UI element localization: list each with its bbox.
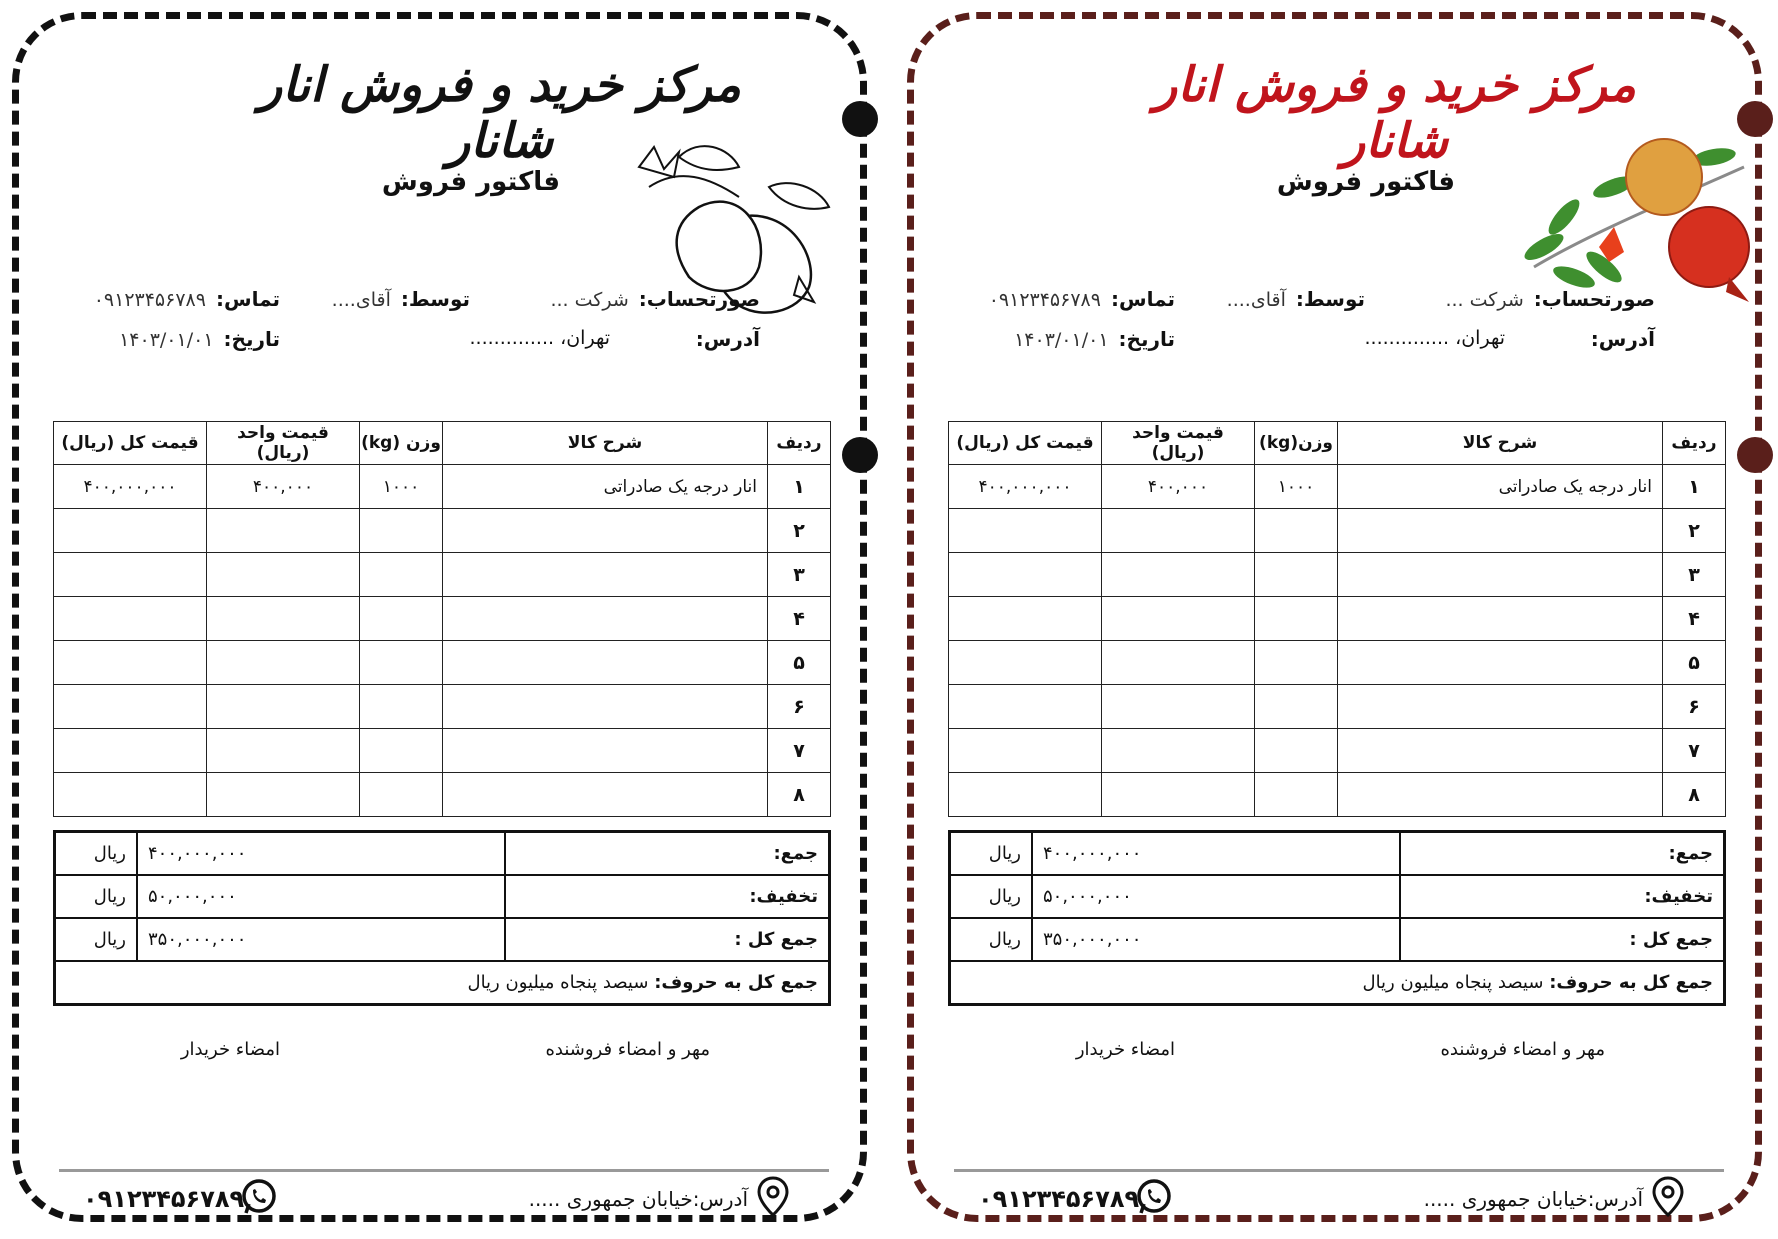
cell-unit [207, 597, 360, 641]
table-row [54, 597, 831, 641]
cell-weight [360, 729, 443, 773]
table-row [54, 685, 831, 729]
cell-weight: ۱۰۰۰ [1255, 465, 1338, 509]
cell-weight [1255, 597, 1338, 641]
table-row [949, 597, 1726, 641]
table-row [949, 641, 1726, 685]
table-row [949, 465, 1726, 509]
cell-n: ۷ [768, 729, 831, 773]
table-row [54, 773, 831, 817]
by-label: توسط: [400, 287, 470, 311]
sum-row [55, 832, 830, 876]
cell-unit [1102, 641, 1255, 685]
words-label: جمع کل به حروف: [654, 972, 818, 993]
cell-n: ۸ [1663, 773, 1726, 817]
by-value: آقای.... [331, 289, 391, 311]
discount-value: ۵۰,۰۰۰,۰۰۰ [1032, 875, 1400, 918]
cell-weight [360, 509, 443, 553]
discount-row [55, 875, 830, 918]
contact-value: ۰۹۱۲۳۴۵۶۷۸۹ [988, 289, 1101, 311]
cell-weight [1255, 685, 1338, 729]
cell-desc [1338, 597, 1663, 641]
grand-total-label: جمع کل : [505, 918, 829, 961]
totals-table [53, 830, 831, 1006]
footer-address: آدرس:خیابان جمهوری ..... [528, 1187, 748, 1211]
table-row [54, 465, 831, 509]
cell-n: ۳ [1663, 553, 1726, 597]
column-header: قیمت واحد (ریال) [207, 422, 360, 465]
cell-total [949, 553, 1102, 597]
column-header: قیمت کل (ریال) [54, 422, 207, 465]
table-row [54, 509, 831, 553]
cell-desc [1338, 509, 1663, 553]
location-pin-icon [1651, 1175, 1685, 1219]
cell-desc [443, 553, 768, 597]
items-table [53, 421, 831, 817]
account-field [1445, 287, 1655, 311]
cell-weight [1255, 509, 1338, 553]
table-row [949, 729, 1726, 773]
address-value: تهران، .............. [1364, 327, 1505, 349]
sum-label: جمع: [505, 832, 829, 876]
cell-n: ۴ [768, 597, 831, 641]
binder-hole-middle [842, 437, 878, 473]
contact-field [94, 287, 280, 311]
date-value: ۱۴۰۳/۰۱/۰۱ [1014, 329, 1109, 351]
cell-unit [207, 641, 360, 685]
table-row [949, 553, 1726, 597]
footer-phone: ۰۹۱۲۳۴۵۶۷۸۹ [978, 1185, 1140, 1213]
by-label: توسط: [1295, 287, 1365, 311]
account-value: شرکت ... [1445, 289, 1524, 311]
discount-currency: ریال [55, 875, 138, 918]
cell-weight [1255, 641, 1338, 685]
date-field [1014, 327, 1175, 351]
contact-label: تماس: [1110, 287, 1175, 311]
cell-weight [1255, 773, 1338, 817]
address-field [1581, 327, 1655, 351]
cell-weight [1255, 553, 1338, 597]
cell-unit [1102, 509, 1255, 553]
total-in-words [55, 961, 830, 1005]
address-value: تهران، .............. [469, 327, 610, 349]
items-table [948, 421, 1726, 817]
table-row [54, 729, 831, 773]
table-row [54, 553, 831, 597]
cell-unit [207, 729, 360, 773]
cell-n: ۵ [1663, 641, 1726, 685]
cell-total [54, 597, 207, 641]
cell-unit: ۴۰۰,۰۰۰ [1102, 465, 1255, 509]
column-header: وزن (kg) [360, 422, 443, 465]
cell-total [949, 597, 1102, 641]
discount-label: تخفیف: [1400, 875, 1724, 918]
totals-table [948, 830, 1726, 1006]
words-value: سیصد پنجاه میلیون ریال [467, 972, 649, 993]
cell-total [54, 509, 207, 553]
cell-unit [1102, 597, 1255, 641]
contact-label: تماس: [215, 287, 280, 311]
cell-n: ۴ [1663, 597, 1726, 641]
discount-row [950, 875, 1725, 918]
cell-unit [207, 685, 360, 729]
cell-desc [1338, 773, 1663, 817]
cell-desc [443, 773, 768, 817]
binder-hole-middle [1737, 437, 1773, 473]
cell-unit [1102, 729, 1255, 773]
items-body [54, 465, 831, 817]
sum-value: ۴۰۰,۰۰۰,۰۰۰ [1032, 832, 1400, 876]
cell-total [54, 685, 207, 729]
buyer-signature: امضاء خریدار [180, 1039, 280, 1060]
cell-n: ۳ [768, 553, 831, 597]
column-header: شرح کالا [443, 422, 768, 465]
buyer-signature: امضاء خریدار [1075, 1039, 1175, 1060]
by-value: آقای.... [1226, 289, 1286, 311]
discount-value: ۵۰,۰۰۰,۰۰۰ [137, 875, 505, 918]
cell-total [949, 641, 1102, 685]
cell-unit [207, 773, 360, 817]
cell-unit [207, 509, 360, 553]
invoice-subtitle: فاکتور فروش [1276, 167, 1455, 197]
items-body [949, 465, 1726, 817]
column-header: ردیف [768, 422, 831, 465]
date-label: تاریخ: [223, 327, 280, 351]
cell-desc [443, 641, 768, 685]
cell-total: ۴۰۰,۰۰۰,۰۰۰ [54, 465, 207, 509]
table-row [949, 685, 1726, 729]
store-title: مرکز خرید و فروش انار شانار [259, 57, 741, 169]
cell-weight [360, 685, 443, 729]
cell-weight [360, 597, 443, 641]
cell-n: ۶ [768, 685, 831, 729]
cell-desc [1338, 553, 1663, 597]
invoice-left [12, 12, 867, 1222]
sum-currency: ریال [55, 832, 138, 876]
store-title: مرکز خرید و فروش انار شانار [1154, 57, 1636, 169]
column-header: قیمت واحد (ریال) [1102, 422, 1255, 465]
discount-label: تخفیف: [505, 875, 829, 918]
cell-total: ۴۰۰,۰۰۰,۰۰۰ [949, 465, 1102, 509]
cell-total [54, 773, 207, 817]
column-header: ردیف [1663, 422, 1726, 465]
contact-value: ۰۹۱۲۳۴۵۶۷۸۹ [93, 289, 206, 311]
by-field [332, 287, 470, 311]
cell-total [949, 685, 1102, 729]
whatsapp-icon [239, 1177, 279, 1217]
grand-total-currency: ریال [55, 918, 138, 961]
cell-desc: انار درجه یک صادراتی [1338, 465, 1663, 509]
cell-total [54, 641, 207, 685]
cell-unit [1102, 685, 1255, 729]
cell-desc [443, 509, 768, 553]
sum-value: ۴۰۰,۰۰۰,۰۰۰ [137, 832, 505, 876]
footer-divider [954, 1169, 1724, 1172]
cell-desc [443, 597, 768, 641]
whatsapp-icon [1134, 1177, 1174, 1217]
table-row [54, 641, 831, 685]
grand-total-row [55, 918, 830, 961]
cell-desc [1338, 685, 1663, 729]
table-row [949, 509, 1726, 553]
cell-total [54, 553, 207, 597]
cell-total [949, 509, 1102, 553]
cell-weight [1255, 729, 1338, 773]
cell-total [949, 773, 1102, 817]
cell-desc: انار درجه یک صادراتی [443, 465, 768, 509]
sum-label: جمع: [1400, 832, 1724, 876]
grand-total-label: جمع کل : [1400, 918, 1724, 961]
date-field [119, 327, 280, 351]
cell-unit [207, 553, 360, 597]
account-label: صورتحساب: [1533, 287, 1655, 311]
sum-currency: ریال [950, 832, 1033, 876]
cell-desc [1338, 641, 1663, 685]
cell-weight [360, 641, 443, 685]
column-header: قیمت کل (ریال) [949, 422, 1102, 465]
cell-desc [443, 685, 768, 729]
by-field [1227, 287, 1365, 311]
words-row [950, 961, 1725, 1005]
invoice-subtitle: فاکتور فروش [381, 167, 560, 197]
footer-phone: ۰۹۱۲۳۴۵۶۷۸۹ [83, 1185, 245, 1213]
cell-unit: ۴۰۰,۰۰۰ [207, 465, 360, 509]
account-label: صورتحساب: [638, 287, 760, 311]
cell-n: ۸ [768, 773, 831, 817]
sum-row [950, 832, 1725, 876]
location-pin-icon [756, 1175, 790, 1219]
grand-total-value: ۳۵۰,۰۰۰,۰۰۰ [1032, 918, 1400, 961]
cell-weight [360, 773, 443, 817]
column-header: شرح کالا [1338, 422, 1663, 465]
cell-n: ۱ [768, 465, 831, 509]
items-header [54, 422, 831, 465]
cell-desc [1338, 729, 1663, 773]
discount-currency: ریال [950, 875, 1033, 918]
cell-n: ۱ [1663, 465, 1726, 509]
seller-signature: مهر و امضاء فروشنده [545, 1039, 710, 1060]
cell-n: ۵ [768, 641, 831, 685]
cell-n: ۶ [1663, 685, 1726, 729]
grand-total-currency: ریال [950, 918, 1033, 961]
footer-address: آدرس:خیابان جمهوری ..... [1423, 1187, 1643, 1211]
cell-total [949, 729, 1102, 773]
table-row [949, 773, 1726, 817]
cell-weight: ۱۰۰۰ [360, 465, 443, 509]
total-in-words [950, 961, 1725, 1005]
grand-total-row [950, 918, 1725, 961]
words-row [55, 961, 830, 1005]
footer-divider [59, 1169, 829, 1172]
grand-total-value: ۳۵۰,۰۰۰,۰۰۰ [137, 918, 505, 961]
items-header [949, 422, 1726, 465]
cell-n: ۲ [768, 509, 831, 553]
invoice-right [907, 12, 1762, 1222]
cell-total [54, 729, 207, 773]
cell-n: ۲ [1663, 509, 1726, 553]
date-label: تاریخ: [1118, 327, 1175, 351]
address-label: آدرس: [695, 327, 760, 351]
column-header: وزن(kg) [1255, 422, 1338, 465]
cell-unit [1102, 773, 1255, 817]
cell-desc [443, 729, 768, 773]
contact-field [989, 287, 1175, 311]
address-label: آدرس: [1590, 327, 1655, 351]
words-label: جمع کل به حروف: [1549, 972, 1713, 993]
cell-weight [360, 553, 443, 597]
address-field [686, 327, 760, 351]
account-field [550, 287, 760, 311]
words-value: سیصد پنجاه میلیون ریال [1362, 972, 1544, 993]
seller-signature: مهر و امضاء فروشنده [1440, 1039, 1605, 1060]
cell-n: ۷ [1663, 729, 1726, 773]
cell-unit [1102, 553, 1255, 597]
account-value: شرکت ... [550, 289, 629, 311]
date-value: ۱۴۰۳/۰۱/۰۱ [119, 329, 214, 351]
